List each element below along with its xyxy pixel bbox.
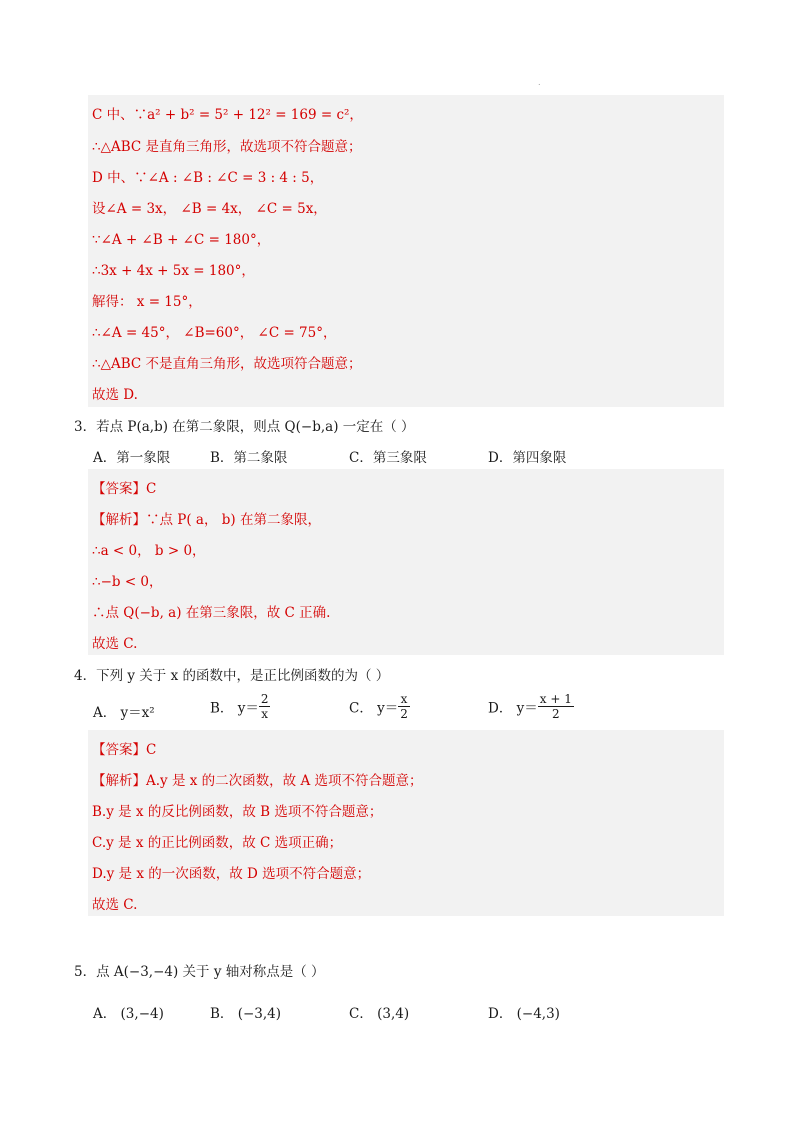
q4-option-b-prefix: B． y＝ (210, 700, 259, 717)
page-mark: . (538, 78, 541, 87)
numerator: x + 1 (539, 692, 572, 706)
question-4-stem: 4．下列 y 关于 x 的函数中，是正比例函数的为（ ） (74, 668, 390, 684)
solution-line: ∴△ABC 不是直角三角形，故选项符合题意； (92, 356, 362, 372)
denominator: 2 (400, 707, 408, 721)
solution-line: D.y 是 x 的一次函数，故 D 选项不符合题意； (92, 866, 371, 882)
solution-line: ∴−b < 0， (92, 574, 163, 590)
answer-line: 【答案】C (92, 481, 157, 497)
question-5-stem: 5．点 A(−3,−4) 关于 y 轴对称点是（ ） (74, 964, 325, 980)
solution-line: ∴a < 0， b > 0， (92, 543, 206, 559)
fraction (259, 692, 271, 721)
solution-line: ∴△ABC 是直角三角形，故选项不符合题意； (92, 139, 362, 155)
solution-line: 故选 C. (92, 897, 138, 913)
q4-option-c-prefix: C． y＝ (349, 700, 399, 717)
solution-line: B.y 是 x 的反比例函数，故 B 选项不符合题意； (92, 804, 383, 820)
q5-option-a: A． (3,−4) (93, 1006, 164, 1022)
question-3-stem: 3．若点 P(a,b) 在第二象限，则点 Q(−b,a) 一定在（ ） (74, 419, 415, 435)
q4-option-d-prefix: D． y＝ (488, 700, 538, 717)
solution-line: 故选 C. (92, 636, 138, 652)
solution-box-q2 (88, 95, 724, 407)
q5-option-d: D． (−4,3) (488, 1006, 560, 1022)
solution-line: 解得： x = 15°， (92, 294, 202, 310)
q4-option-a: A． y＝x² (93, 705, 155, 721)
q4-option-c (349, 692, 410, 721)
solution-line: ∴3x + 4x + 5x = 180°， (92, 263, 255, 279)
fraction (538, 692, 574, 721)
q3-option-c: C．第三象限 (349, 450, 427, 466)
q4-option-d (488, 692, 574, 721)
q3-option-d: D．第四象限 (488, 450, 567, 466)
solution-line: 故选 D. (92, 387, 138, 403)
solution-box-q4 (88, 730, 724, 916)
fraction (398, 692, 410, 721)
q5-option-b: B． (−3,4) (210, 1006, 282, 1022)
q4-option-b (210, 692, 270, 721)
numerator: x (398, 692, 410, 707)
numerator: 2 (260, 692, 269, 706)
answer-line: 【答案】C (92, 742, 157, 758)
solution-line: C.y 是 x 的正比例函数，故 C 选项正确； (92, 835, 343, 851)
q3-option-b: B．第二象限 (210, 450, 288, 466)
q5-option-c: C． (3,4) (349, 1006, 410, 1022)
solution-box-q3 (88, 469, 724, 655)
solution-line: ∴∠A = 45°， ∠B=60°， ∠C = 75°， (92, 325, 337, 341)
denominator: x (261, 707, 269, 721)
solution-line: 【解析】∵点 P( a， b) 在第二象限， (92, 512, 321, 528)
solution-line: D 中、∵∠A : ∠B : ∠C = 3 : 4 : 5， (92, 170, 324, 186)
solution-line: 【解析】A.y 是 x 的二次函数，故 A 选项不符合题意； (92, 773, 423, 789)
q3-option-a: A．第一象限 (93, 450, 171, 466)
solution-line: C 中、∵a² + b² = 5² + 12² = 169 = c²， (92, 107, 363, 123)
solution-line: ∴点 Q(−b, a) 在第三象限，故 C 正确. (92, 605, 331, 621)
solution-line: ∵∠A + ∠B + ∠C = 180°， (92, 232, 271, 248)
denominator: 2 (551, 707, 560, 721)
solution-line: 设∠A = 3x， ∠B = 4x， ∠C = 5x， (92, 201, 327, 217)
